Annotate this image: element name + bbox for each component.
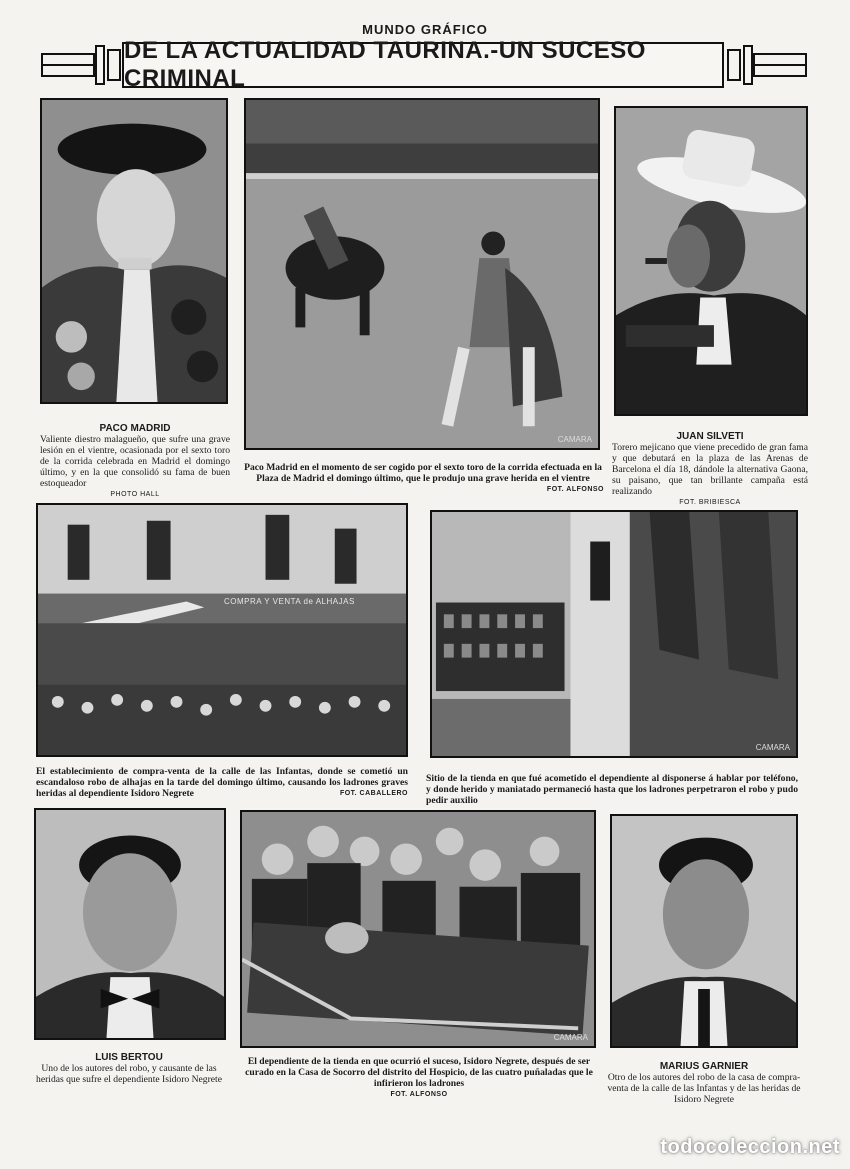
- photo-shop-interior: [430, 510, 798, 758]
- caption-title: LUIS BERTOU: [95, 1052, 163, 1063]
- caption-text: El dependiente de la tienda en que ocurrió el suceso, Isidoro Negrete, después de ser curado en la Casa de Socorro del distrito del Hospicio, de las cuatro puñaladas que le infirieron los ladrones: [245, 1056, 593, 1089]
- photo-studio-mark: CAMARA: [755, 743, 790, 752]
- photo-injured-dependent: [240, 810, 596, 1048]
- photo-credit: FOT. ALFONSO: [390, 1091, 448, 1098]
- photo-shop-exterior: [36, 503, 408, 757]
- photo-paco-madrid: [40, 98, 228, 404]
- right-ornament: [726, 42, 808, 88]
- caption-title: MARIUS GARNIER: [659, 1061, 749, 1072]
- photo-luis-bertou: [34, 808, 226, 1040]
- caption-text: Torero mejicano que viene precedido de gran fama y que debutará en la plaza de las Arenas de Barcelona el día 18, dándole la alternativa Gaona, su paisano, que tan brillante campaña está realizando: [612, 442, 808, 497]
- masthead: MUNDO GRÁFICO: [362, 22, 488, 37]
- caption-bullfight: [242, 462, 604, 495]
- caption-injured-dependent: [238, 1056, 600, 1100]
- page-title: DE LA ACTUALIDAD TAURINA.-UN SUCESO CRIMINAL: [122, 42, 724, 88]
- photo-studio-mark: CAMARA: [557, 435, 592, 444]
- photo-credit: FOT. BRIBIESCA: [679, 499, 741, 506]
- caption-text: Valiente diestro malagueño, que sufre una grave lesión en el vientre, ocasionada por el sexto toro de la corrida celebrada en Madrid el domingo último, y en la que consolidó su fama de buen estoqueador: [40, 434, 230, 489]
- photo-juan-silveti: [614, 106, 808, 416]
- caption-title: PACO MADRID: [99, 423, 171, 434]
- watermark: todocoleccion.net: [660, 1136, 840, 1158]
- photo-studio-mark: CAMARA: [553, 1033, 588, 1042]
- caption-text: Uno de los autores del robo, y causante de las heridas que sufre el dependiente Isidoro Negrete: [36, 1063, 222, 1085]
- caption-text: Otro de los autores del robo de la casa de compra-venta de la calle de las Infantas y de las heridas de Isidoro Negrete: [607, 1072, 801, 1105]
- caption-luis-bertou: [30, 1052, 228, 1085]
- caption-text: El establecimiento de compra-venta de la calle de las Infantas, donde se cometió un escandaloso robo de alhajas en la tarde del domingo último, causando los ladrones graves heridas al dependiente Isidoro Negrete: [36, 766, 408, 799]
- caption-text: Sitio de la tienda en que fué acometido el dependiente al disponerse á hablar por teléfono, y donde herido y maniatado permaneció hasta que los ladrones perpetraron el robo y pudo pedir auxilio: [426, 773, 798, 806]
- caption-marius-garnier: [604, 1061, 804, 1105]
- caption-title: JUAN SILVETI: [676, 431, 744, 442]
- photo-credit: PHOTO HALL: [110, 491, 160, 498]
- photo-credit: FOT. ALFONSO: [546, 486, 604, 493]
- caption-paco-madrid: [40, 423, 230, 500]
- photo-credit: FOT. CABALLERO: [339, 790, 408, 797]
- caption-text: Paco Madrid en el momento de ser cogido por el sexto toro de la corrida efectuada en la Plaza de Madrid el domingo último, que le produjo una grave herida en el vientre: [244, 462, 602, 484]
- caption-juan-silveti: [612, 431, 808, 508]
- left-ornament: [40, 42, 122, 88]
- caption-shop-exterior: [36, 766, 408, 799]
- caption-shop-interior: [426, 773, 798, 806]
- photo-bullfight: [244, 98, 600, 450]
- shop-sign: COMPRA Y VENTA de ALHAJAS: [224, 597, 355, 606]
- photo-marius-garnier: [610, 814, 798, 1048]
